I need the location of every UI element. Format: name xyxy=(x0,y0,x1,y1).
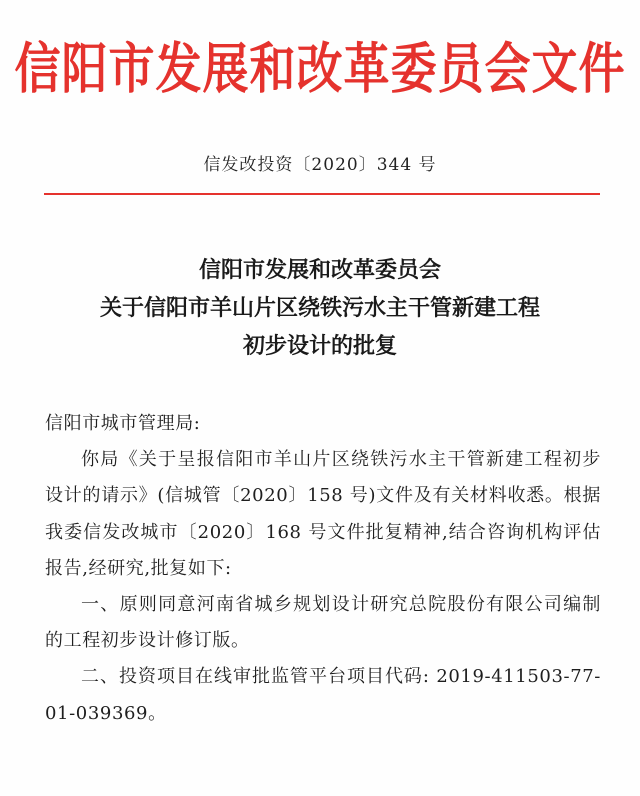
document-title xyxy=(0,252,640,366)
body-paragraph-3: 二、投资项目在线审批监管平台项目代码: 2019-411503-77-01-039369。 xyxy=(45,666,601,724)
document-body xyxy=(45,406,601,732)
red-divider-line xyxy=(44,193,600,195)
org-header-title: 信阳市发展和改革委员会文件 xyxy=(14,36,626,101)
title-line-type: 初步设计的批复 xyxy=(242,334,397,359)
addressee: 信阳市城市管理局: xyxy=(45,413,201,434)
title-line-issuer: 信阳市发展和改革委员会 xyxy=(198,258,441,283)
body-paragraph-1: 你局《关于呈报信阳市羊山片区绕铁污水主干管新建工程初步设计的请示》(信城管〔2020〕158 号)文件及有关材料收悉。根据我委信发改城市〔2020〕168 号文件批复精神,结合咨询机构评估报告,经研究,批复如下: xyxy=(45,449,601,579)
title-line-subject: 关于信阳市羊山片区绕铁污水主干管新建工程 xyxy=(99,296,540,321)
body-paragraph-2: 一、原则同意河南省城乡规划设计研究总院股份有限公司编制的工程初步设计修订版。 xyxy=(45,594,601,652)
document-number: 信发改投资〔2020〕344 号 xyxy=(203,155,437,175)
